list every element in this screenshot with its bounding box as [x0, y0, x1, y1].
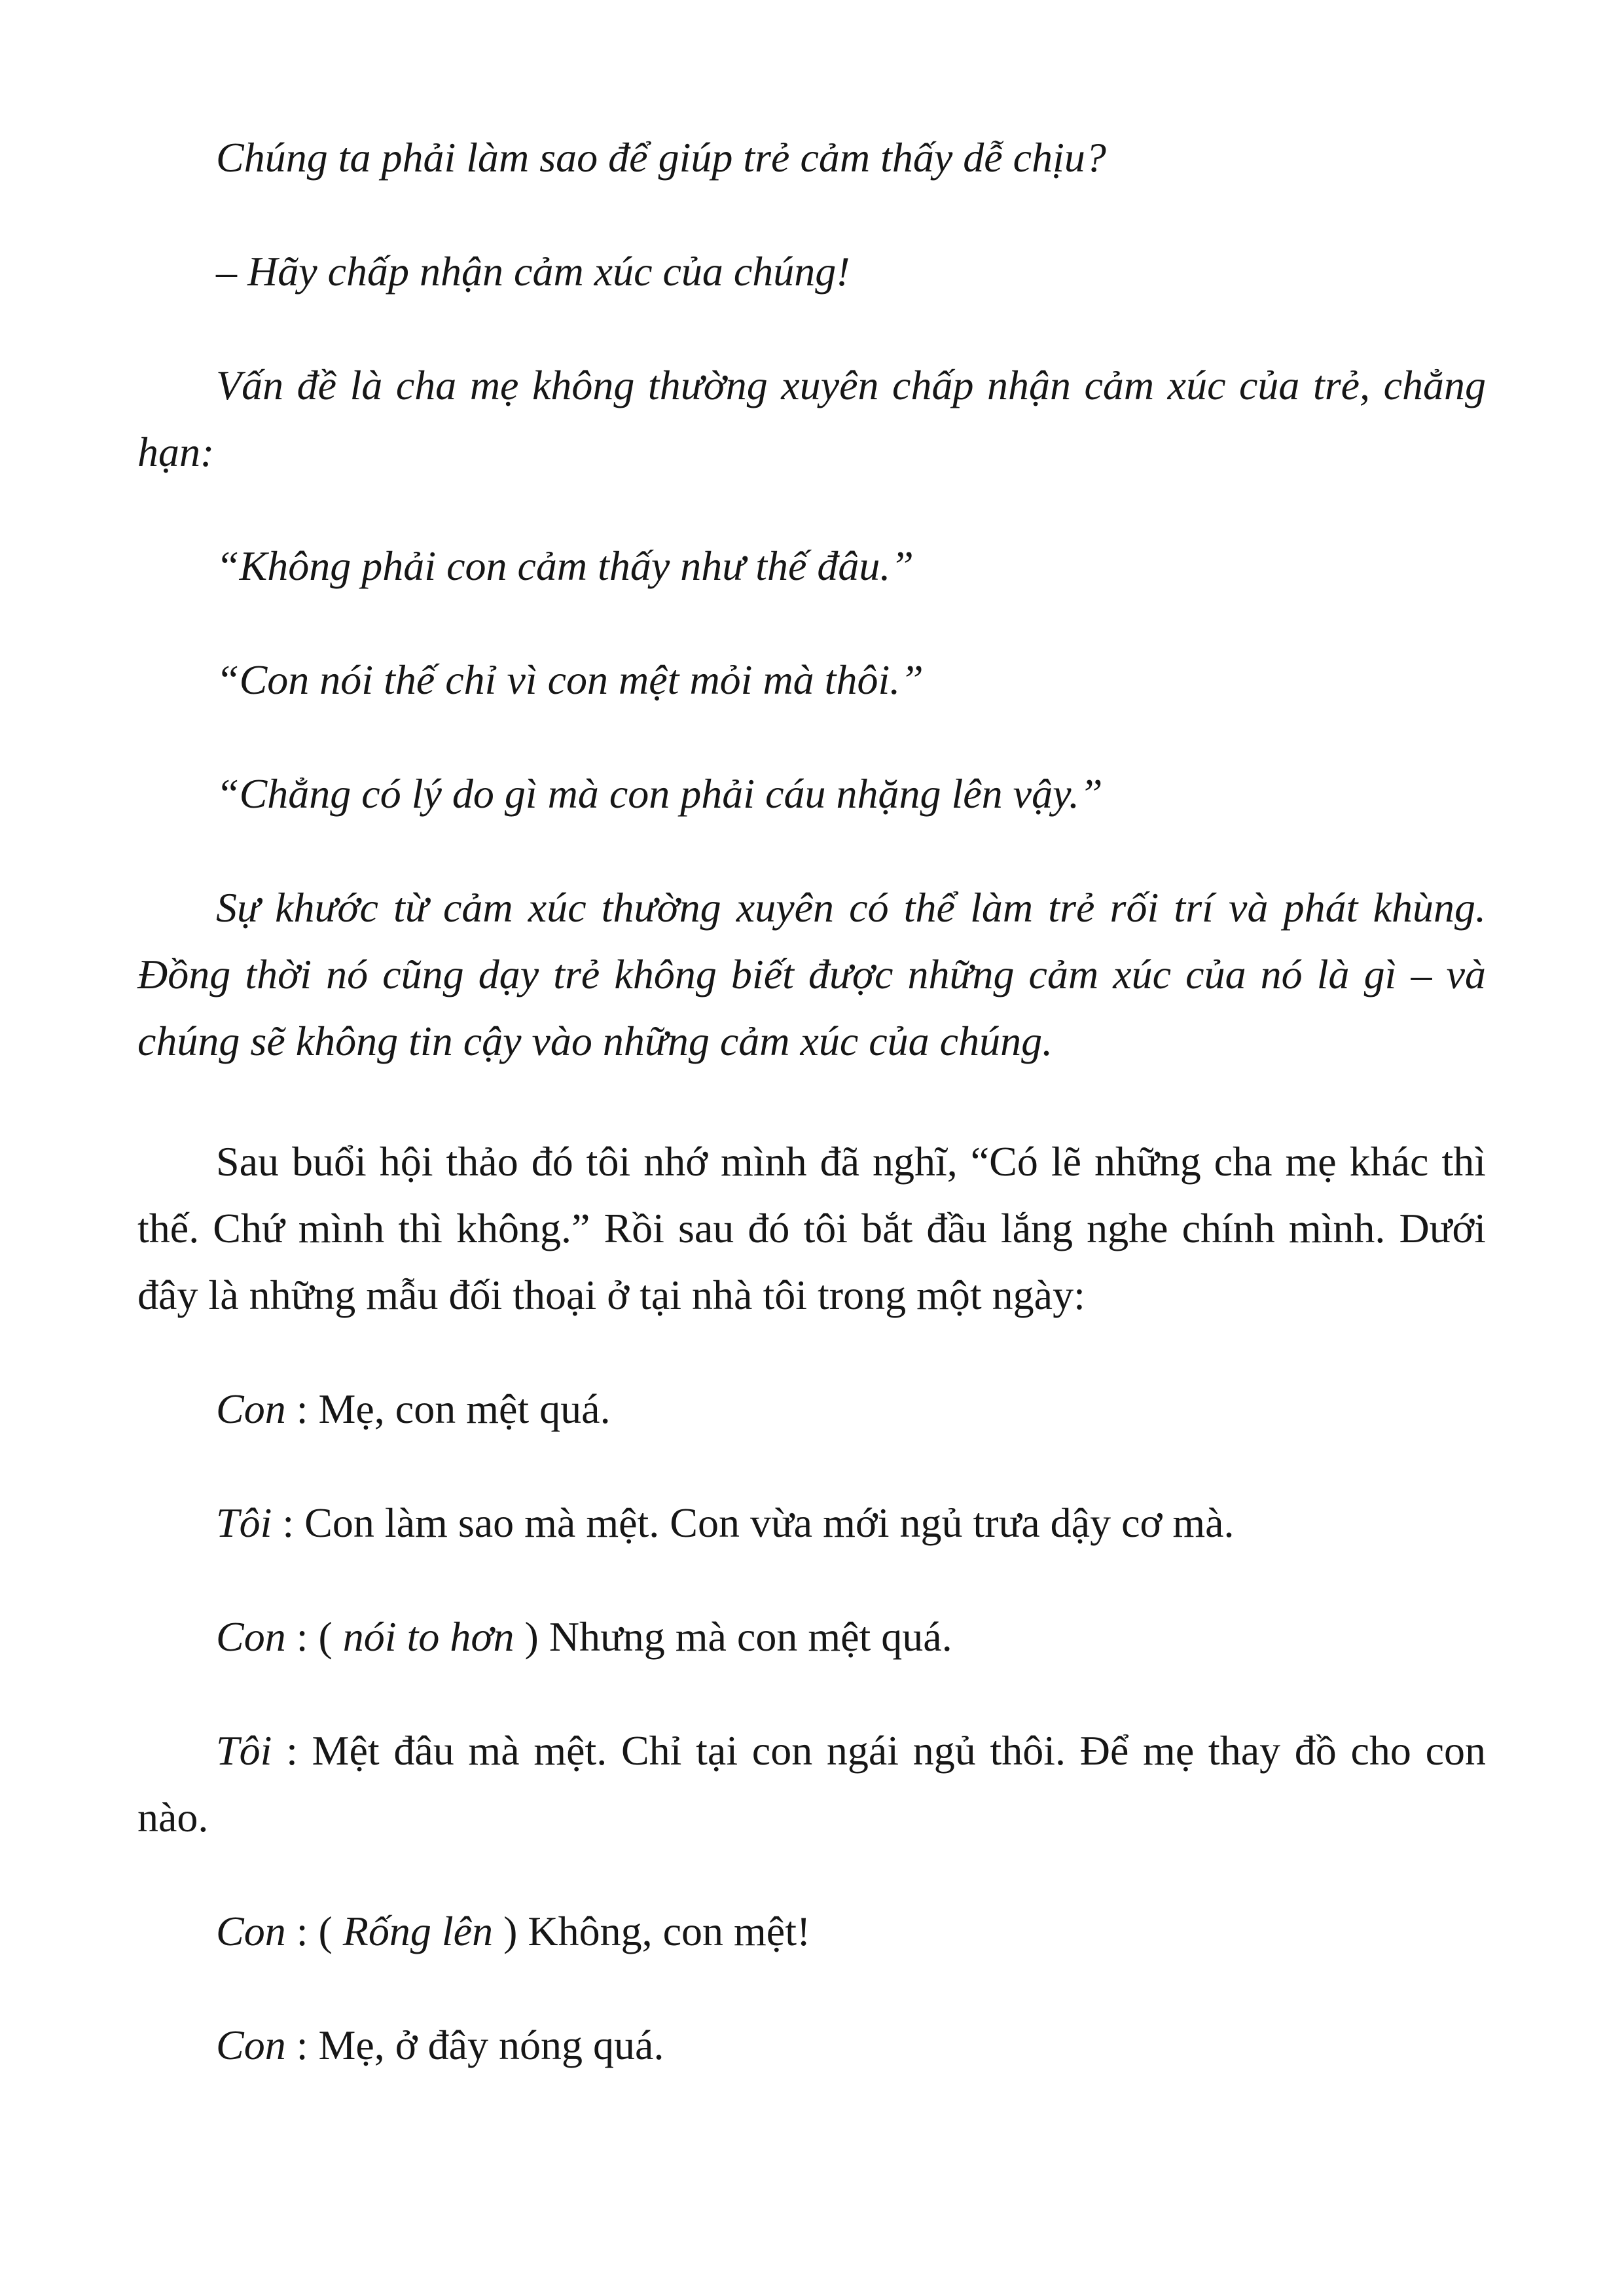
dialogue-text: Mẹ, con mệt quá.	[318, 1386, 611, 1432]
speaker-separator: :	[272, 1499, 305, 1546]
speaker-label: Tôi	[216, 1727, 272, 1774]
paragraph-answer: – Hãy chấp nhận cảm xúc của chúng!	[216, 248, 850, 295]
dialogue-text: Mẹ, ở đây nóng quá.	[318, 2022, 664, 2068]
dialogue-text: ) Không, con mệt!	[493, 1908, 811, 1954]
dialogue-line	[137, 1898, 1486, 1965]
speaker-separator: : (	[285, 1908, 343, 1954]
dialogue-line	[137, 2012, 1486, 2079]
paragraph-problem: Vấn đề là cha mẹ không thường xuyên chấp nhận cảm xúc của trẻ, chẳng hạn:	[137, 362, 1486, 475]
speaker-separator: : (	[285, 1613, 343, 1660]
speaker-label: Con	[216, 1386, 286, 1432]
quote-3: “Chẳng có lý do gì mà con phải cáu nhặng lên vậy.”	[216, 770, 1103, 817]
dialogue-text: Mệt đâu mà mệt. Chỉ tại con ngái ngủ thôi. Để mẹ thay đồ cho con nào.	[137, 1727, 1487, 1840]
quote-2: “Con nói thế chỉ vì con mệt mỏi mà thôi.”	[216, 656, 924, 703]
paragraph-workshop: Sau buổi hội thảo đó tôi nhớ mình đã nghĩ, “Có lẽ những cha mẹ khác thì thế. Chứ mình thì không.” Rồi sau đó tôi bắt đầu lắng nghe chính mình. Dưới đây là những mẫu đối thoại ở tại nhà tôi trong một ngày:	[137, 1138, 1486, 1318]
speaker-separator: :	[285, 2022, 319, 2068]
dialogue-text: Con làm sao mà mệt. Con vừa mới ngủ trưa dậy cơ mà.	[304, 1499, 1235, 1546]
speaker-label: Con	[216, 1613, 286, 1660]
speaker-label: Con	[216, 1908, 286, 1954]
quote-1: “Không phải con cảm thấy như thế đâu.”	[216, 543, 914, 589]
speaker-label: Con	[216, 2022, 286, 2068]
document-page	[137, 124, 1486, 2126]
dialogue-text: ) Nhưng mà con mệt quá.	[514, 1613, 952, 1660]
dialogue-line	[137, 1490, 1486, 1556]
dialogue-line	[137, 1604, 1486, 1670]
paragraph-question: Chúng ta phải làm sao để giúp trẻ cảm thấy dễ chịu?	[216, 134, 1106, 181]
paragraph-denial-effects: Sự khước từ cảm xúc thường xuyên có thể làm trẻ rối trí và phát khùng. Đồng thời nó cũng dạy trẻ không biết được những cảm xúc của nó là gì – và chúng sẽ không tin cậy vào những cảm xúc của chúng.	[137, 884, 1486, 1064]
dialogue-line	[137, 1717, 1486, 1851]
speaker-separator: :	[285, 1386, 319, 1432]
speaker-label: Tôi	[216, 1499, 272, 1546]
stage-direction: Rống lên	[342, 1908, 494, 1954]
speaker-separator: :	[272, 1727, 312, 1774]
dialogue-line	[137, 1376, 1486, 1443]
stage-direction: nói to hơn	[342, 1613, 514, 1660]
